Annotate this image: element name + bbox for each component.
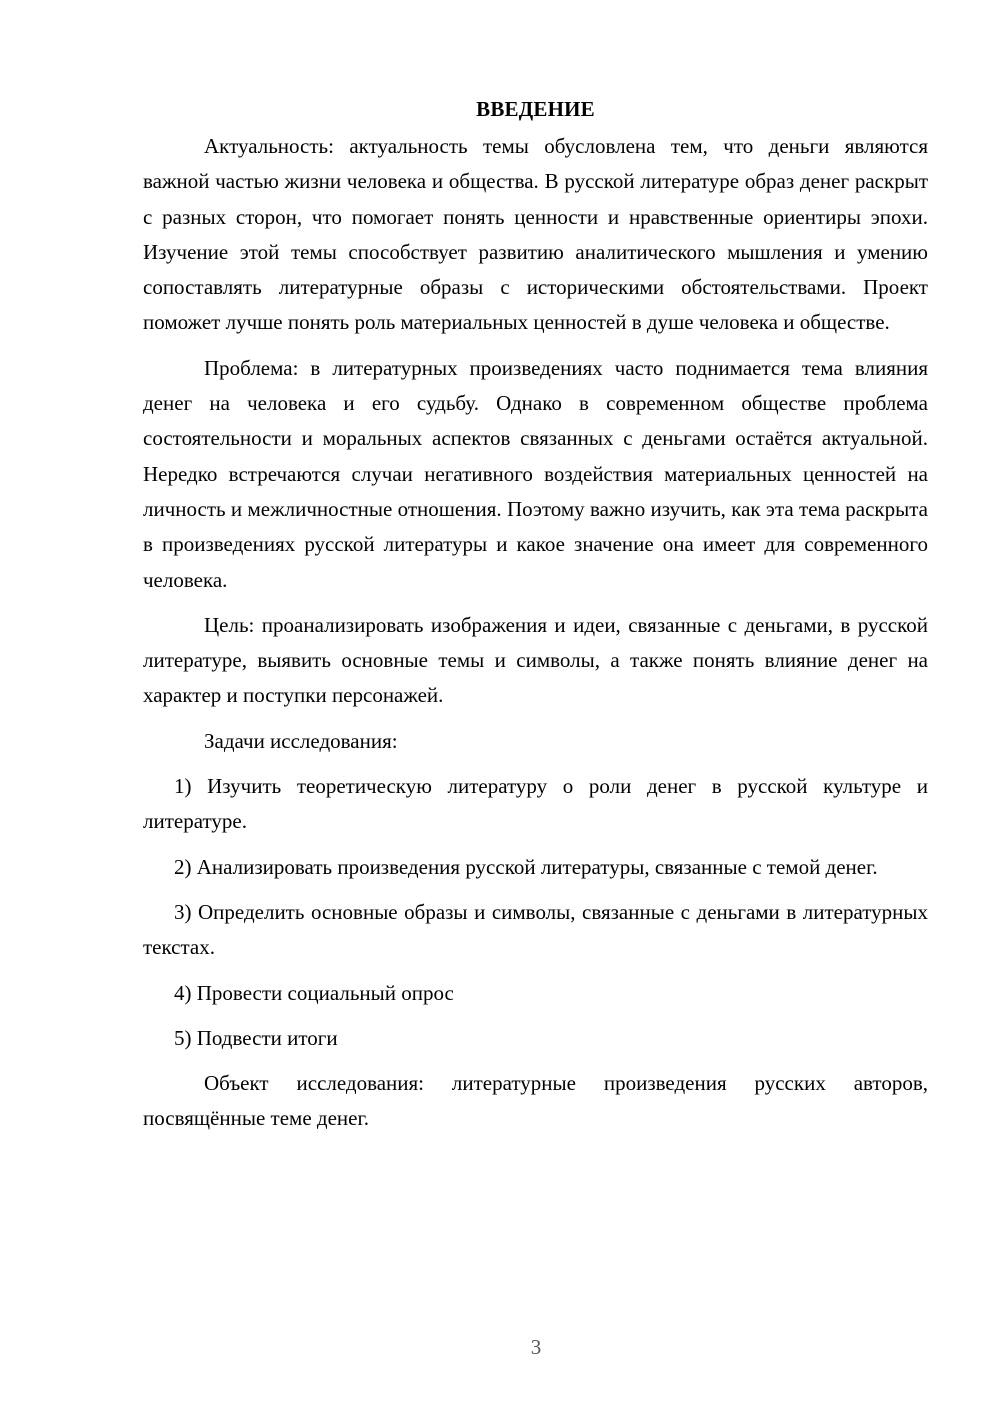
task-item-1: 1) Изучить теоретическую литературу о роли денег в русской культуре и литературе. — [143, 774, 928, 834]
task-item-3: 3) Определить основные образы и символы, связанные с деньгами в литературных текстах. — [143, 899, 928, 960]
section-title: ВВЕДЕНИЕ — [476, 97, 595, 121]
paragraph-tasks-heading: Задачи исследования: — [204, 728, 398, 753]
paragraph-problem: Проблема: в литературных произведениях часто поднимается тема влияния денег на человека и его судьбу. Однако в современном обществе проблема состоятельности и моральных аспектов связанных с деньгами остаётся актуальной. Нередко встречаются случаи негативного воздействия материальных ценностей на личность и межличностные отношения. Поэтому важно изучить, как эта тема раскрыта в произведениях русской литературы и какое значение она имеет для современного человека. — [143, 355, 928, 592]
page-content — [143, 92, 928, 1147]
task-item-2: 2) Анализировать произведения русской литературы, связанные с темой денег. — [174, 854, 878, 879]
paragraph-relevance: Актуальность: актуальность темы обусловлена тем, что деньги являются важной частью жизни человека и общества. В русской литературе образ денег раскрыт с разных сторон, что помогает понять ценности и нравственные ориентиры эпохи. Изучение этой темы способствует развитию аналитического мышления и умению сопоставлять литературные образы с историческими обстоятельствами. Проект поможет лучше понять роль материальных ценностей в душе человека и обществе. — [143, 134, 928, 335]
paragraph-object: Объект исследования: литературные произведения русских авторов, посвящённые теме денег. — [143, 1071, 928, 1131]
task-item-4: 4) Провести социальный опрос — [174, 980, 454, 1005]
page-number: 3 — [530, 1335, 542, 1359]
task-item-5: 5) Подвести итоги — [174, 1025, 338, 1050]
paragraph-goal: Цель: проанализировать изображения и идеи, связанные с деньгами, в русской литературе, выявить основные темы и символы, а также понять влияние денег на характер и поступки персонажей. — [143, 612, 928, 708]
